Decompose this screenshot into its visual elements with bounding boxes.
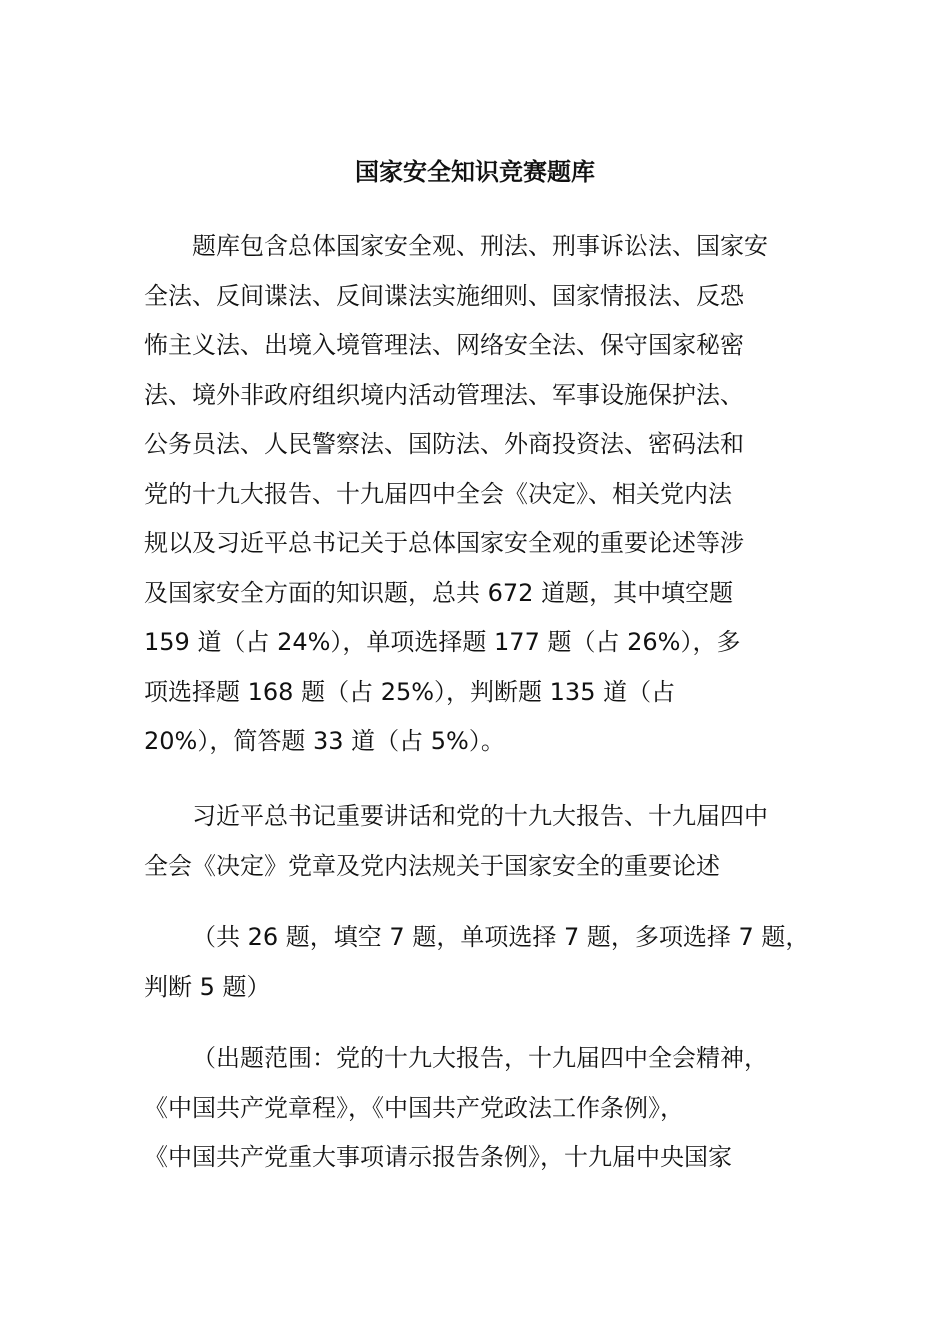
paragraph-line: 20%），简答题 33 道（占 5%）。 [144, 727, 505, 755]
paragraph-line: 及国家安全方面的知识题，总共 672 道题，其中填空题 [144, 578, 734, 607]
paragraph-line: 党的十九大报告、十九届四中全会《决定》、相关党内法 [144, 479, 732, 508]
paragraph-line: 《中国共产党重大事项请示报告条例》，十九届中央国家 [144, 1143, 732, 1171]
scope-paragraph [144, 1034, 768, 1183]
paragraph-line: 159 道（占 24%），单项选择题 177 题（占 26%），多 [144, 628, 741, 656]
paragraph-line: 公务员法、人民警察法、国防法、外商投资法、密码法和 [144, 430, 744, 458]
intro-paragraph [144, 222, 768, 767]
paragraph-line: （共 26 题，填空 7 题，单项选择 7 题，多项选择 7 题， [192, 923, 810, 951]
section-heading-paragraph [144, 792, 768, 891]
paragraph-line: 判断 5 题） [144, 972, 271, 1001]
paragraph-line: 法、境外非政府组织境内活动管理法、军事设施保护法、 [144, 380, 744, 409]
paragraph-line: 项选择题 168 题（占 25%），判断题 135 道（占 [144, 677, 676, 706]
paragraph-line: 全法、反间谍法、反间谍法实施细则、国家情报法、反恐 [144, 281, 744, 310]
question-count-paragraph [144, 913, 809, 1012]
document-title: 国家安全知识竞赛题库 [355, 158, 595, 186]
paragraph-line: 全会《决定》党章及党内法规关于国家安全的重要论述 [144, 851, 720, 880]
paragraph-line: 《中国共产党章程》，《中国共产党政法工作条例》， [144, 1093, 684, 1122]
paragraph-line: 规以及习近平总书记关于总体国家安全观的重要论述等涉 [144, 529, 744, 557]
paragraph-line: （出题范围：党的十九大报告，十九届四中全会精神， [192, 1044, 768, 1072]
paragraph-line: 题库包含总体国家安全观、刑法、刑事诉讼法、国家安 [192, 232, 768, 260]
paragraph-line: 怖主义法、出境入境管理法、网络安全法、保守国家秘密 [144, 331, 744, 359]
paragraph-line: 习近平总书记重要讲话和党的十九大报告、十九届四中 [192, 802, 768, 830]
